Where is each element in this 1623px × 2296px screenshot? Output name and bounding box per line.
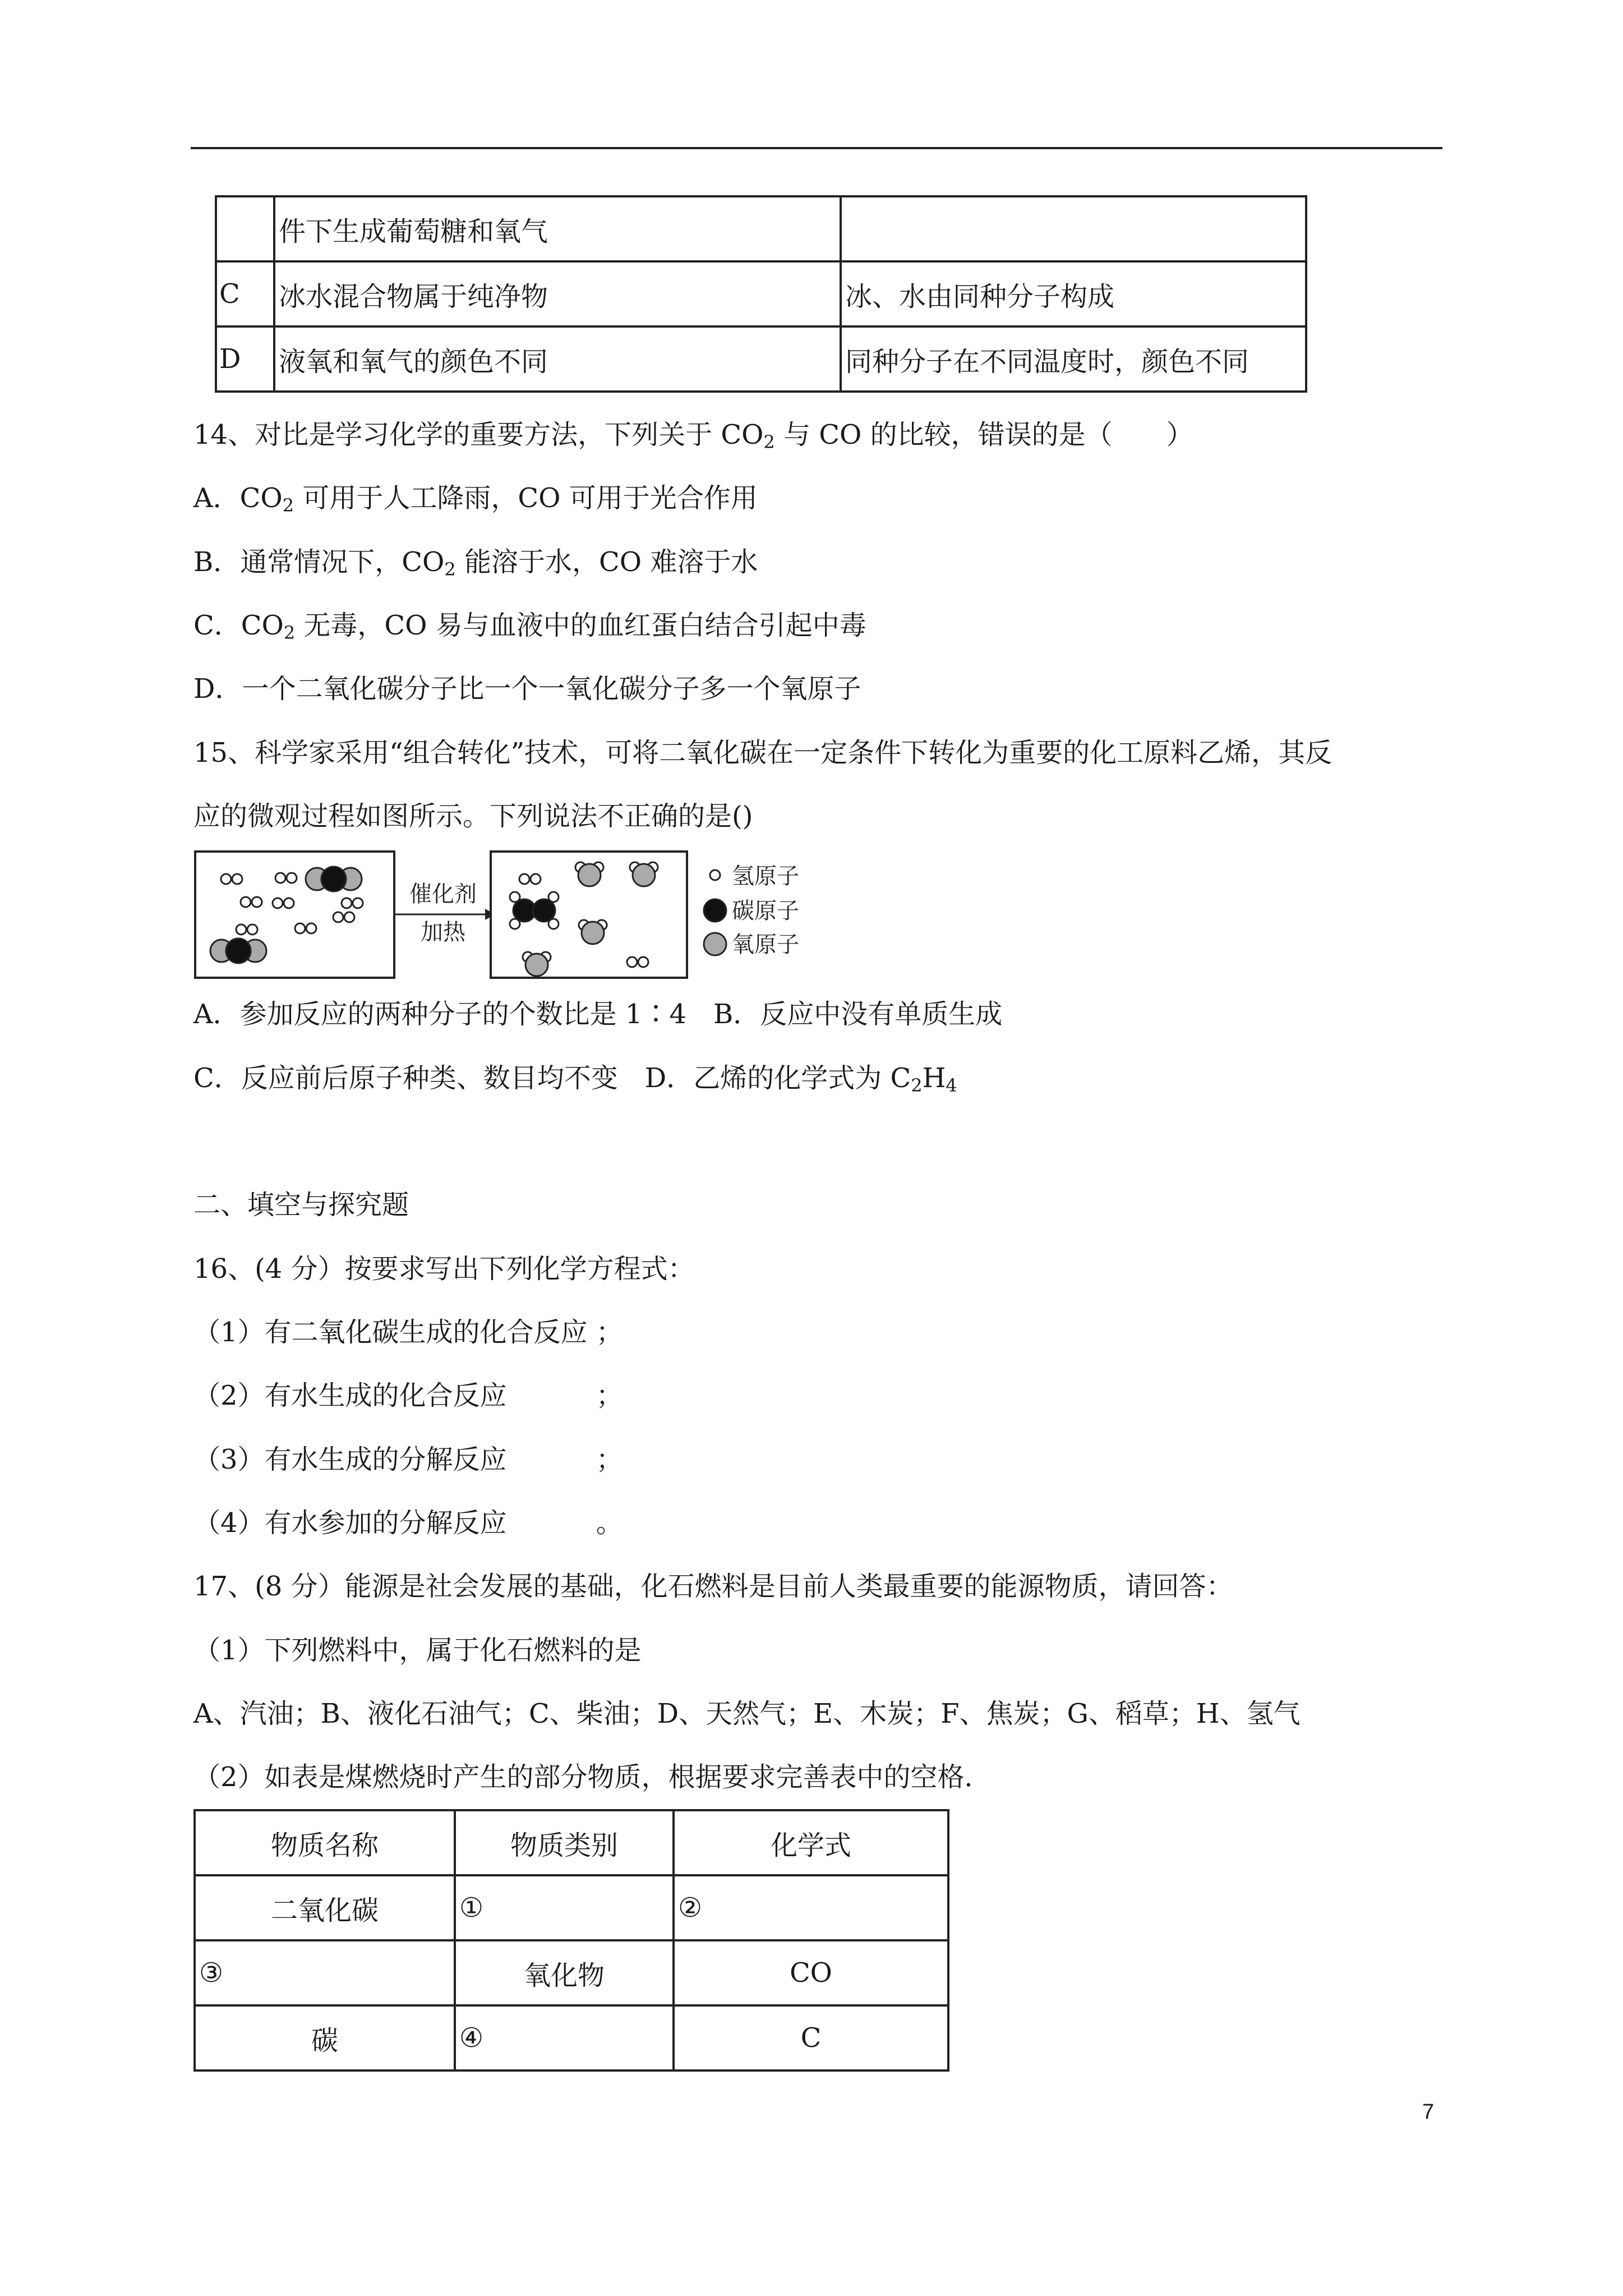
table-cell: 件下生成葡萄糖和氧气 xyxy=(274,196,841,261)
table-row xyxy=(216,261,1306,326)
table-header: 化学式 xyxy=(674,1810,948,1875)
heating-label: 加热 xyxy=(421,919,465,945)
table-cell: C xyxy=(674,2005,948,2070)
q14-option-d: D．一个二氧化碳分子比一个一氧化碳分子多一个氧原子 xyxy=(193,673,861,705)
table-row xyxy=(216,326,1306,392)
table-cell: 冰、水由同种分子构成 xyxy=(841,261,1306,326)
table-header: 物质类别 xyxy=(455,1810,674,1875)
table-cell xyxy=(216,196,274,261)
legend-carbon: 碳原子 xyxy=(732,898,799,924)
q16-stem: 16、(4 分）按要求写出下列化学方程式： xyxy=(193,1253,695,1285)
table-cell: 同种分子在不同温度时，颜色不同 xyxy=(841,326,1306,392)
carbon-atom-icon xyxy=(704,899,726,922)
table-cell: ① xyxy=(455,1875,674,1940)
q14-stem: 14、对比是学习化学的重要方法，下列关于 $CO_2$ 与 CO 的比较，错误的是（ ） xyxy=(193,419,1193,453)
q16-item: （3）有水生成的分解反应 ； xyxy=(193,1444,623,1475)
hydrogen-atom-icon xyxy=(710,870,720,880)
header-rule xyxy=(191,147,1442,149)
q14-option-c: C．$CO_2$ 无毒，CO 易与血液中的血红蛋白结合引起中毒 xyxy=(193,610,866,643)
comparison-table xyxy=(215,195,1307,393)
table-cell: 液氧和氧气的颜色不同 xyxy=(274,326,841,392)
table-cell: 冰水混合物属于纯净物 xyxy=(274,261,841,326)
table-cell: D xyxy=(216,326,274,392)
q17-fuels: A、汽油；B、液化石油气；C、柴油；D、天然气；E、木炭；F、焦炭；G、稻草；H、氢气 xyxy=(193,1698,1301,1729)
table-row xyxy=(216,196,1306,261)
oxygen-atom-icon xyxy=(704,933,726,955)
table-row xyxy=(195,2005,948,2070)
q15-options-cd: C．反应前后原子种类、数目均不变 D．乙烯的化学式为 $C_2H_4$ xyxy=(193,1062,957,1096)
q16-item: （2）有水生成的化合反应 ； xyxy=(193,1380,623,1411)
table-cell: ③ xyxy=(195,1940,455,2005)
table-cell: ② xyxy=(674,1875,948,1940)
table-cell: C xyxy=(216,261,274,326)
q16-item: （1）有二氧化碳生成的化合反应 ； xyxy=(193,1317,623,1348)
table-cell: 碳 xyxy=(195,2005,455,2070)
table-header: 物质名称 xyxy=(195,1810,455,1875)
q16-item: （4）有水参加的分解反应 。 xyxy=(193,1507,623,1539)
substance-table xyxy=(193,1809,949,2072)
q14-option-b: B．通常情况下，$CO_2$ 能溶于水，CO 难溶于水 xyxy=(193,546,758,580)
table-cell: 氧化物 xyxy=(455,1940,674,2005)
table-row xyxy=(195,1940,948,2005)
q17-part1: （1）下列燃料中，属于化石燃料的是 xyxy=(193,1635,642,1666)
reaction-diagram xyxy=(193,850,872,982)
table-cell: 二氧化碳 xyxy=(195,1875,455,1940)
table-header-row xyxy=(195,1810,948,1875)
table-cell: ④ xyxy=(455,2005,674,2070)
q15-stem-line1: 15、科学家采用“组合转化”技术，可将二氧化碳在一定条件下转化为重要的化工原料乙烯，其反 xyxy=(193,737,1332,769)
q17-part2: （2）如表是煤燃烧时产生的部分物质，根据要求完善表中的空格． xyxy=(193,1761,992,1793)
legend-hydrogen: 氢原子 xyxy=(732,863,799,889)
legend-oxygen: 氧原子 xyxy=(732,932,799,958)
table-cell: CO xyxy=(674,1940,948,2005)
table-cell xyxy=(841,196,1306,261)
q14-option-a: A．$CO_2$ 可用于人工降雨，CO 可用于光合作用 xyxy=(193,482,758,516)
q15-stem-line2: 应的微观过程如图所示。下列说法不正确的是() xyxy=(193,800,753,832)
section-title: 二、填空与探究题 xyxy=(193,1189,409,1221)
catalyst-label: 催化剂 xyxy=(409,881,477,907)
q15-options-ab: A．参加反应的两种分子的个数比是 1∶4 B．反应中没有单质生成 xyxy=(193,999,1003,1030)
q17-stem: 17、(8 分）能源是社会发展的基础，化石燃料是目前人类最重要的能源物质，请回答： xyxy=(193,1571,1233,1602)
table-row xyxy=(195,1875,948,1940)
page-number: 7 xyxy=(1422,2100,1435,2124)
